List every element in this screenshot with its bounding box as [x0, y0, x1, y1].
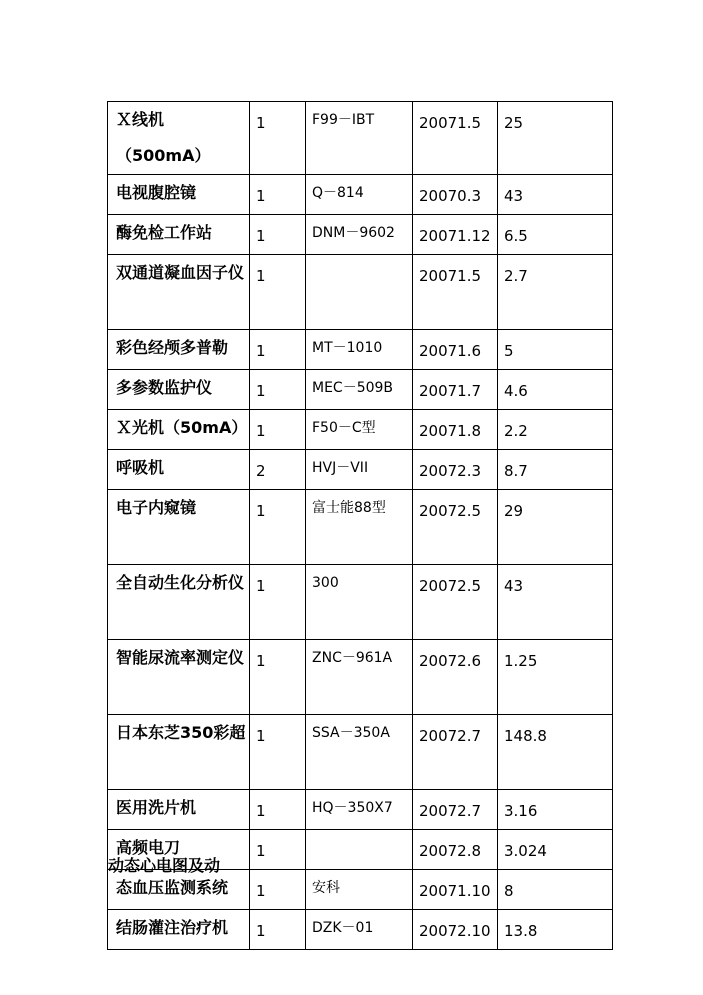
price: 43: [498, 175, 613, 215]
purchase-date: 20071.8: [413, 410, 498, 450]
quantity: 1: [250, 715, 306, 790]
purchase-date: 20072.7: [413, 790, 498, 830]
quantity: 1: [250, 370, 306, 410]
purchase-date: 20071.5: [413, 102, 498, 175]
price: 25: [498, 102, 613, 175]
model-number: SSA－350A: [306, 715, 413, 790]
model-number: 300: [306, 565, 413, 640]
price: 43: [498, 565, 613, 640]
equipment-name-overflow: 动态心电图及动: [108, 856, 221, 875]
table-row: [108, 640, 613, 715]
table-row: [108, 490, 613, 565]
model-number: DNM－9602: [306, 215, 413, 255]
purchase-date: 20071.12: [413, 215, 498, 255]
purchase-date: 20070.3: [413, 175, 498, 215]
price: 1.25: [498, 640, 613, 715]
quantity: 1: [250, 175, 306, 215]
model-number: HQ－350X7: [306, 790, 413, 830]
model-number: Q－814: [306, 175, 413, 215]
purchase-date: 20072.7: [413, 715, 498, 790]
equipment-name: 彩色经颅多普勒: [108, 330, 250, 370]
equipment-name: Ｘ光机（50mA）: [108, 410, 250, 450]
price: 4.6: [498, 370, 613, 410]
table-row: [108, 715, 613, 790]
table-row: [108, 790, 613, 830]
price: 8.7: [498, 450, 613, 490]
model-number: DZK－01: [306, 910, 413, 950]
equipment-name: 智能尿流率测定仪: [108, 640, 250, 715]
price: 3.024: [498, 830, 613, 870]
quantity: 1: [250, 255, 306, 330]
quantity: 1: [250, 640, 306, 715]
quantity: 1: [250, 410, 306, 450]
quantity: 1: [250, 565, 306, 640]
equipment-name: 日本东芝350彩超: [108, 715, 250, 790]
quantity: 1: [250, 102, 306, 175]
table-row: [108, 410, 613, 450]
purchase-date: 20072.5: [413, 565, 498, 640]
purchase-date: 20071.5: [413, 255, 498, 330]
price: 13.8: [498, 910, 613, 950]
equipment-name: 结肠灌注治疗机: [108, 910, 250, 950]
purchase-date: 20072.8: [413, 830, 498, 870]
model-number: HVJ－VII: [306, 450, 413, 490]
model-number: [306, 830, 413, 870]
price: 2.7: [498, 255, 613, 330]
table-row: [108, 330, 613, 370]
table-row: [108, 215, 613, 255]
quantity: 1: [250, 490, 306, 565]
price: 148.8: [498, 715, 613, 790]
purchase-date: 20071.10: [413, 870, 498, 910]
model-number: MT－1010: [306, 330, 413, 370]
model-number: 安科: [306, 870, 413, 910]
table-row: [108, 910, 613, 950]
equipment-name: 全自动生化分析仪: [108, 565, 250, 640]
table-row: [108, 102, 613, 175]
purchase-date: 20072.3: [413, 450, 498, 490]
price: 29: [498, 490, 613, 565]
equipment-name: 电子内窥镜: [108, 490, 250, 565]
purchase-date: 20071.7: [413, 370, 498, 410]
table-row: [108, 450, 613, 490]
equipment-name: 多参数监护仪: [108, 370, 250, 410]
equipment-name: 呼吸机: [108, 450, 250, 490]
model-number: 富士能88型: [306, 490, 413, 565]
quantity: 1: [250, 330, 306, 370]
table-row: [108, 175, 613, 215]
price: 5: [498, 330, 613, 370]
model-number: ZNC－961A: [306, 640, 413, 715]
table-row: [108, 565, 613, 640]
quantity: 1: [250, 910, 306, 950]
purchase-date: 20072.5: [413, 490, 498, 565]
model-number: F50－C型: [306, 410, 413, 450]
equipment-name: 双通道凝血因子仪: [108, 255, 250, 330]
purchase-date: 20071.6: [413, 330, 498, 370]
table-row: [108, 370, 613, 410]
equipment-name: 酶免检工作站: [108, 215, 250, 255]
model-number: [306, 255, 413, 330]
quantity: 1: [250, 870, 306, 910]
quantity: 2: [250, 450, 306, 490]
quantity: 1: [250, 830, 306, 870]
table-row: [108, 870, 613, 910]
quantity: 1: [250, 790, 306, 830]
model-number: F99－IBT: [306, 102, 413, 175]
price: 8: [498, 870, 613, 910]
equipment-name: 医用洗片机: [108, 790, 250, 830]
model-number: MEC－509B: [306, 370, 413, 410]
equipment-name: 高频电刀: [108, 830, 250, 870]
price: 2.2: [498, 410, 613, 450]
equipment-name: Ｘ线机（500mA）: [108, 102, 250, 175]
purchase-date: 20072.6: [413, 640, 498, 715]
equipment-name: [108, 856, 250, 910]
price: 6.5: [498, 215, 613, 255]
table-row: [108, 255, 613, 330]
quantity: 1: [250, 215, 306, 255]
price: 3.16: [498, 790, 613, 830]
equipment-name-text: 态血压监测系统: [116, 878, 229, 897]
purchase-date: 20072.10: [413, 910, 498, 950]
equipment-name: 电视腹腔镜: [108, 175, 250, 215]
equipment-table: [107, 101, 613, 950]
